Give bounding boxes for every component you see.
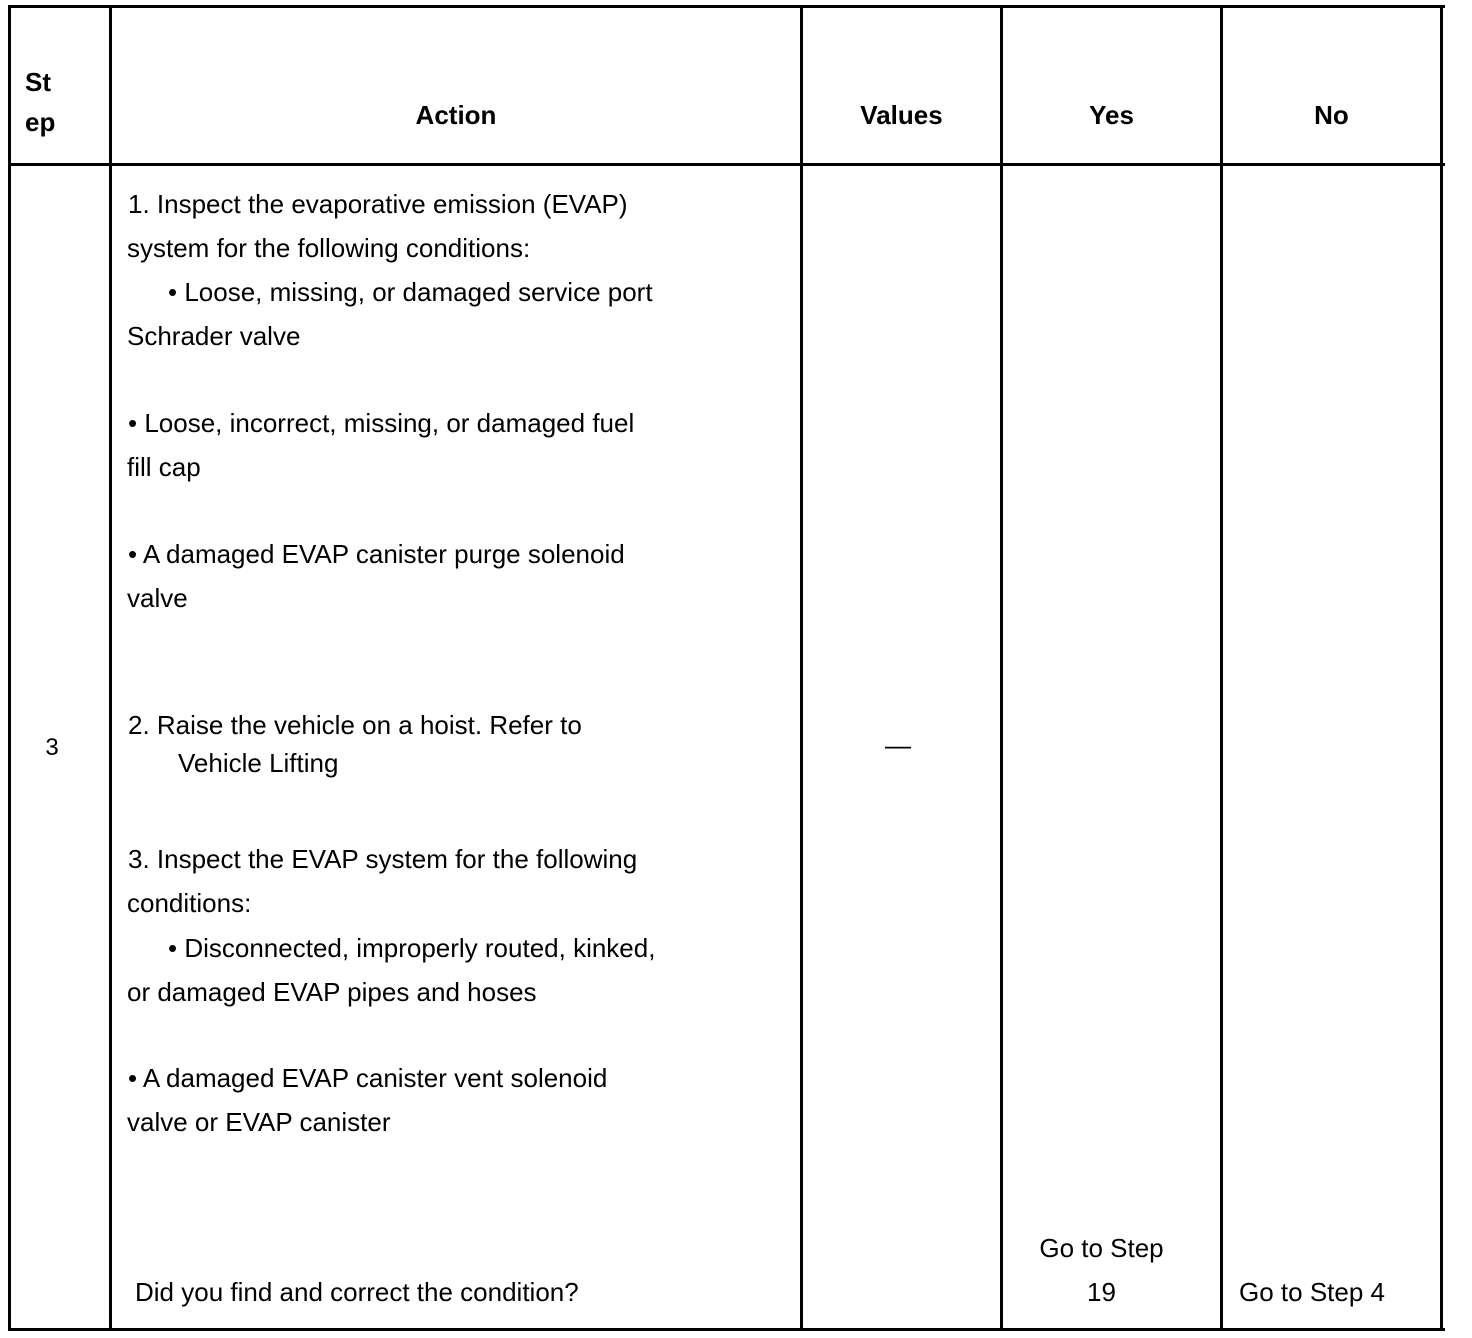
yes-cell xyxy=(1003,1226,1200,1314)
action-line: • A damaged EVAP canister purge solenoid xyxy=(128,539,625,569)
action-question: Did you find and correct the condition? xyxy=(135,1277,579,1307)
action-line: valve or EVAP canister xyxy=(127,1107,391,1137)
header-no: No xyxy=(1314,100,1349,130)
step-number: 3 xyxy=(45,734,59,761)
table-border-top xyxy=(8,5,1445,8)
action-line: Vehicle Lifting xyxy=(178,748,339,778)
action-line: 2. Raise the vehicle on a hoist. Refer to xyxy=(128,710,582,740)
action-line: valve xyxy=(127,583,188,613)
column-divider xyxy=(1220,5,1223,1331)
action-line: conditions: xyxy=(127,888,252,918)
header-values: Values xyxy=(860,100,943,130)
column-divider xyxy=(109,5,112,1331)
values-cell: — xyxy=(885,730,911,760)
column-divider xyxy=(8,5,11,1331)
action-line: Schrader valve xyxy=(127,321,301,351)
column-divider xyxy=(1440,5,1443,1331)
action-line: • Loose, missing, or damaged service port xyxy=(168,277,653,307)
action-line: or damaged EVAP pipes and hoses xyxy=(127,977,537,1007)
header-step-line2: ep xyxy=(25,107,56,137)
action-line: 3. Inspect the EVAP system for the following xyxy=(128,844,638,874)
table-border-bottom xyxy=(8,1328,1445,1331)
column-divider xyxy=(1000,5,1003,1331)
action-line: • A damaged EVAP canister vent solenoid xyxy=(128,1063,608,1093)
action-line: • Disconnected, improperly routed, kinked, xyxy=(168,933,656,963)
column-divider xyxy=(800,5,803,1331)
header-step xyxy=(25,62,55,142)
yes-line2: 19 xyxy=(1087,1277,1116,1307)
header-divider xyxy=(8,163,1445,166)
action-line: fill cap xyxy=(127,452,201,482)
action-line: 1. Inspect the evaporative emission (EVAP) xyxy=(128,189,628,219)
yes-line1: Go to Step xyxy=(1039,1233,1164,1263)
header-action: Action xyxy=(415,100,497,130)
action-line: system for the following conditions: xyxy=(127,233,531,263)
action-line: • Loose, incorrect, missing, or damaged fuel xyxy=(128,408,635,438)
header-yes: Yes xyxy=(1089,100,1134,130)
header-step-line1: St xyxy=(25,67,51,97)
no-cell: Go to Step 4 xyxy=(1239,1277,1385,1307)
